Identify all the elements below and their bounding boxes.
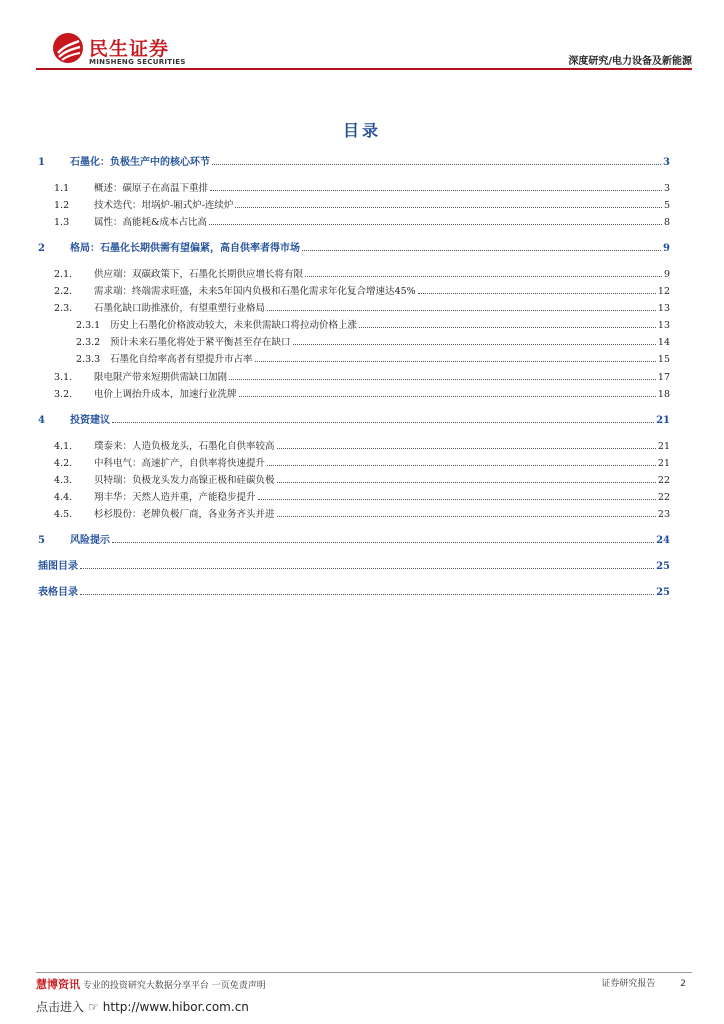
toc-entry-title: 石墨化缺口助推涨价，有望重塑行业格局 — [94, 303, 266, 314]
toc-entry-page: 22 — [657, 475, 670, 486]
toc-entry-title: 杉杉股份：老牌负极厂商，各业务齐头并进 — [94, 509, 275, 520]
footer-left — [36, 976, 266, 992]
toc-entry-number: 5 — [38, 535, 45, 546]
toc-entry[interactable] — [38, 371, 670, 385]
page-header — [36, 30, 692, 70]
hibor-link[interactable]: http://www.hibor.com.cn — [102, 1000, 249, 1014]
toc-entry[interactable] — [38, 534, 670, 548]
toc-entry[interactable] — [38, 285, 670, 299]
toc-entry-page: 18 — [657, 389, 670, 400]
toc-dot-leader — [210, 189, 662, 191]
toc-dot-leader — [267, 464, 656, 466]
toc-entry-number: 2.1. — [54, 269, 73, 280]
toc-entry-title: 电价上调抬升成本，加速行业洗牌 — [94, 389, 237, 400]
toc-entry[interactable] — [38, 560, 670, 574]
toc-entry-page: 14 — [657, 337, 670, 348]
toc-entry-number: 2 — [38, 243, 45, 254]
toc-entry-title: 历史上石墨化价格波动较大，未来供需缺口将拉动价格上涨 — [110, 320, 358, 331]
footer-disclaimer[interactable]: 一页免责声明 — [211, 981, 266, 991]
toc-entry[interactable] — [38, 319, 670, 333]
toc-entry[interactable] — [38, 302, 670, 316]
toc-dot-leader — [277, 481, 656, 483]
toc-entry-page: 17 — [657, 372, 670, 383]
page-number: 2 — [680, 979, 686, 989]
toc-entry-title: 预计未来石墨化将处于紧平衡甚至存在缺口 — [110, 337, 291, 348]
toc-entry[interactable] — [38, 353, 670, 367]
toc-entry-page: 3 — [663, 157, 670, 168]
toc-entry-page: 13 — [657, 320, 670, 331]
toc-entry-page: 5 — [663, 200, 670, 211]
footer-right — [579, 976, 686, 989]
toc-dot-leader — [235, 206, 662, 208]
toc-entry[interactable] — [38, 268, 670, 282]
footer-link-row[interactable] — [36, 998, 249, 1015]
toc-entry-page: 21 — [656, 415, 670, 426]
header-divider — [36, 68, 692, 70]
toc-entry[interactable] — [38, 388, 670, 402]
toc-dot-leader — [267, 309, 656, 311]
toc-entry-title: 需求端：终端需求旺盛，未来5年国内负极和石墨化需求年化复合增速达45% — [94, 286, 416, 297]
toc-entry-number: 2.3.3 — [76, 354, 101, 365]
hand-cursor-icon: ☞ — [88, 1000, 99, 1014]
toc-dot-leader — [293, 343, 656, 345]
toc-entry[interactable] — [38, 457, 670, 471]
toc-entry-number: 4.2. — [54, 458, 73, 469]
toc-entry-title: 石墨化：负极生产中的核心环节 — [70, 157, 210, 168]
toc-entry-number: 1 — [38, 157, 45, 168]
toc-dot-leader — [112, 541, 654, 543]
footer-divider — [36, 972, 692, 973]
toc-entry-number: 2.3. — [54, 303, 73, 314]
minsheng-logo-icon — [52, 32, 84, 64]
toc-entry-title: 石墨化自给率高者有望提升市占率 — [110, 354, 253, 365]
toc-entry-number: 2.3.2 — [76, 337, 101, 348]
toc-entry-page: 25 — [656, 587, 670, 598]
toc-entry-title: 风险提示 — [70, 535, 110, 546]
toc-entry-title: 限电限产带来短期供需缺口加剧 — [94, 372, 228, 383]
toc-entry-title: 表格目录 — [38, 587, 78, 598]
toc-entry[interactable] — [38, 156, 670, 170]
toc-entry-number: 4.3. — [54, 475, 73, 486]
toc-entry-title: 贝特瑞：负极龙头发力高镍正极和硅碳负极 — [94, 475, 275, 486]
toc-entry-page: 12 — [657, 286, 670, 297]
toc-entry-number: 3.1. — [54, 372, 73, 383]
toc-entry-page: 21 — [657, 458, 670, 469]
toc-entry-title: 技术迭代：坩埚炉-厢式炉-连续炉 — [94, 200, 234, 211]
toc-entry-number: 3.2. — [54, 389, 73, 400]
footer-platform-text: 专业的投资研究大数据分享平台 — [82, 981, 209, 991]
toc-entry-page: 25 — [656, 561, 670, 572]
toc-entry-title: 中科电气：高速扩产，自供率将快速提升 — [94, 458, 266, 469]
toc-entry-number: 4.1. — [54, 441, 73, 452]
toc-dot-leader — [302, 249, 661, 251]
toc-dot-leader — [239, 395, 656, 397]
toc-dot-leader — [212, 163, 661, 165]
toc-entry-title: 概述：碳原子在高温下重排 — [94, 183, 209, 194]
toc-entry-page: 24 — [656, 535, 670, 546]
toc-entry[interactable] — [38, 440, 670, 454]
toc-dot-leader — [277, 447, 656, 449]
toc-dot-leader — [80, 593, 654, 595]
toc-entry-page: 3 — [663, 183, 670, 194]
toc-entry[interactable] — [38, 414, 670, 428]
toc-entry[interactable] — [38, 182, 670, 196]
toc-dot-leader — [255, 360, 656, 362]
toc-entry-title: 投资建议 — [70, 415, 110, 426]
report-section-label: 深度研究/电力设备及新能源 — [568, 56, 692, 67]
toc-entry-number: 4.4. — [54, 492, 73, 503]
toc-entry-page: 13 — [657, 303, 670, 314]
toc-entry-title: 插图目录 — [38, 561, 78, 572]
toc-entry-number: 4.5. — [54, 509, 73, 520]
toc-entry-page: 23 — [657, 509, 670, 520]
toc-entry[interactable] — [38, 491, 670, 505]
watermark-text: 慧博资讯 — [36, 978, 80, 991]
toc-dot-leader — [359, 326, 656, 328]
toc-dot-leader — [418, 292, 656, 294]
toc-entry-number: 1.2 — [54, 200, 70, 211]
toc-entry[interactable] — [38, 586, 670, 600]
logo-english-name: MINSHENG SECURITIES — [89, 58, 186, 66]
report-type: 证券研究报告 — [601, 979, 656, 989]
toc-entry-page: 9 — [663, 243, 670, 254]
toc-entry-title: 属性：高能耗&成本占比高 — [94, 217, 207, 228]
toc-dot-leader — [80, 567, 654, 569]
toc-entry[interactable] — [38, 242, 670, 256]
toc-entry-number: 1.3 — [54, 217, 70, 228]
toc-dot-leader — [258, 498, 656, 500]
toc-entry-page: 15 — [657, 354, 670, 365]
toc-entry-page: 9 — [663, 269, 670, 280]
toc-entry-title: 翔丰华：天然人造并重，产能稳步提升 — [94, 492, 256, 503]
toc-entry-title: 供应端：双碳政策下，石墨化长期供应增长将有限 — [94, 269, 304, 280]
toc-dot-leader — [209, 223, 662, 225]
toc-entry[interactable] — [38, 508, 670, 522]
toc-entry[interactable] — [38, 216, 670, 230]
link-prefix: 点击进入 — [36, 1000, 85, 1014]
page-title: 目录 — [342, 121, 381, 140]
toc-entry-number: 2.2. — [54, 286, 73, 297]
toc-entry-title: 格局：石墨化长期供需有望偏紧，高自供率者得市场 — [70, 243, 300, 254]
toc-entry-page: 21 — [657, 441, 670, 452]
toc-entry-number: 4 — [38, 415, 45, 426]
toc-entry-page: 22 — [657, 492, 670, 503]
toc-entry-title: 璞泰来：人造负极龙头，石墨化自供率较高 — [94, 441, 275, 452]
toc-entry[interactable] — [38, 474, 670, 488]
toc-dot-leader — [305, 275, 662, 277]
toc-entry[interactable] — [38, 199, 670, 213]
toc-dot-leader — [229, 378, 656, 380]
toc-dot-leader — [277, 515, 656, 517]
toc-entry-number: 2.3.1 — [76, 320, 101, 331]
toc-entry[interactable] — [38, 336, 670, 350]
toc-dot-leader — [112, 421, 654, 423]
toc-entry-number: 1.1 — [54, 183, 70, 194]
logo-chinese-name: 民生证券 — [89, 38, 170, 60]
toc-entry-page: 8 — [663, 217, 670, 228]
